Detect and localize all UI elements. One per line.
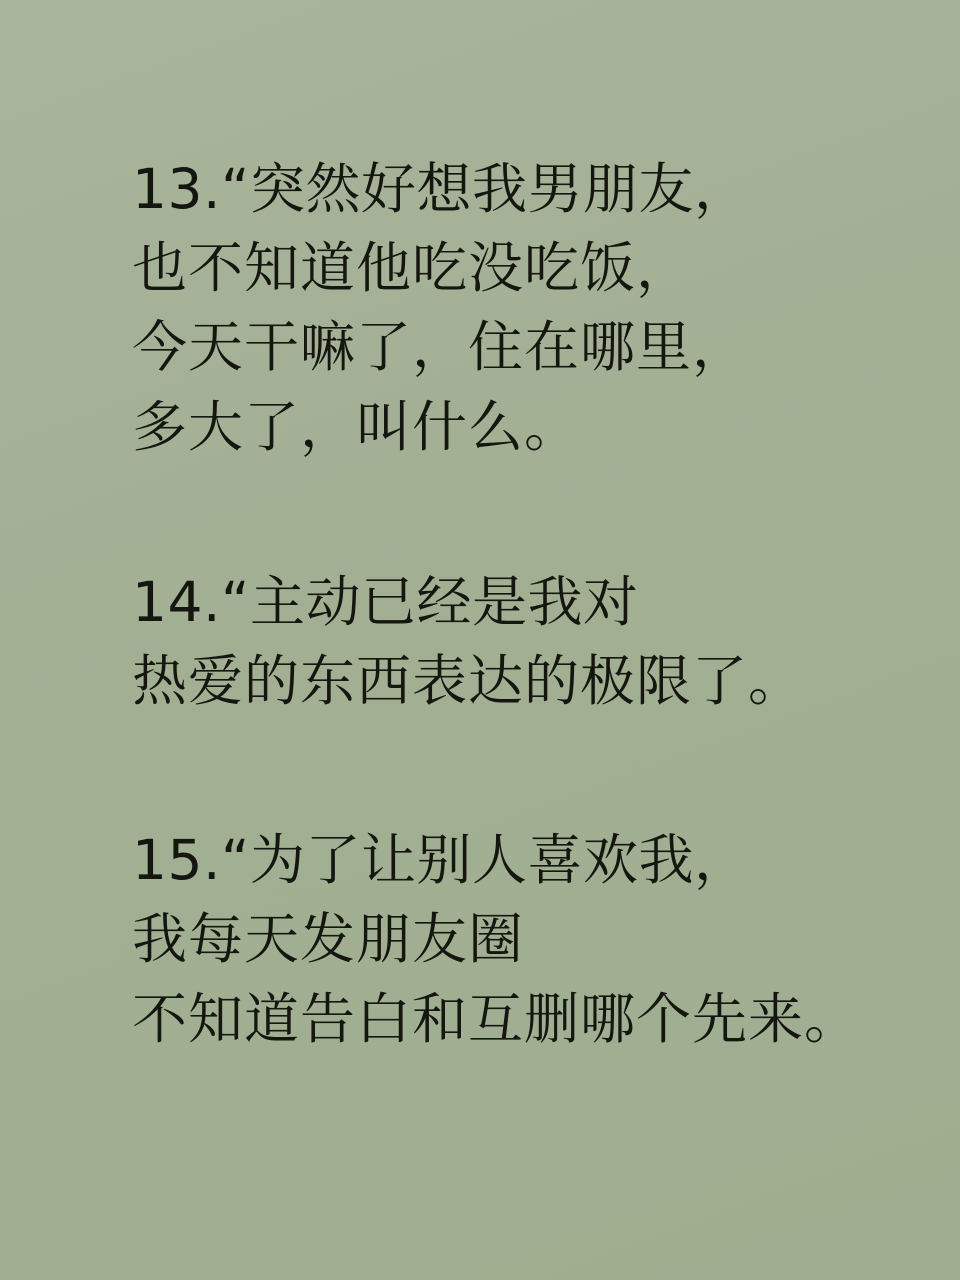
quote-line: 今天干嘛了，住在哪里， <box>132 315 749 380</box>
quote-line: 热爱的东西表达的极限了。 <box>132 648 805 713</box>
quote-line: 13.“突然好想我男朋友， <box>132 157 750 221</box>
quote-block-15 <box>132 821 900 1059</box>
quote-block-13 <box>132 150 900 467</box>
quote-line: 我每天发朋友圈 <box>132 907 525 972</box>
quote-line: 15.“为了让别人喜欢我， <box>132 828 750 893</box>
quote-line: 14.“主动已经是我对 <box>132 569 639 634</box>
quote-line: 不知道告白和互删哪个先来。 <box>132 986 861 1051</box>
quote-line: 也不知道他吃没吃饭， <box>132 236 693 301</box>
quote-block-14 <box>132 563 900 721</box>
quote-line: 多大了，叫什么。 <box>132 394 581 459</box>
